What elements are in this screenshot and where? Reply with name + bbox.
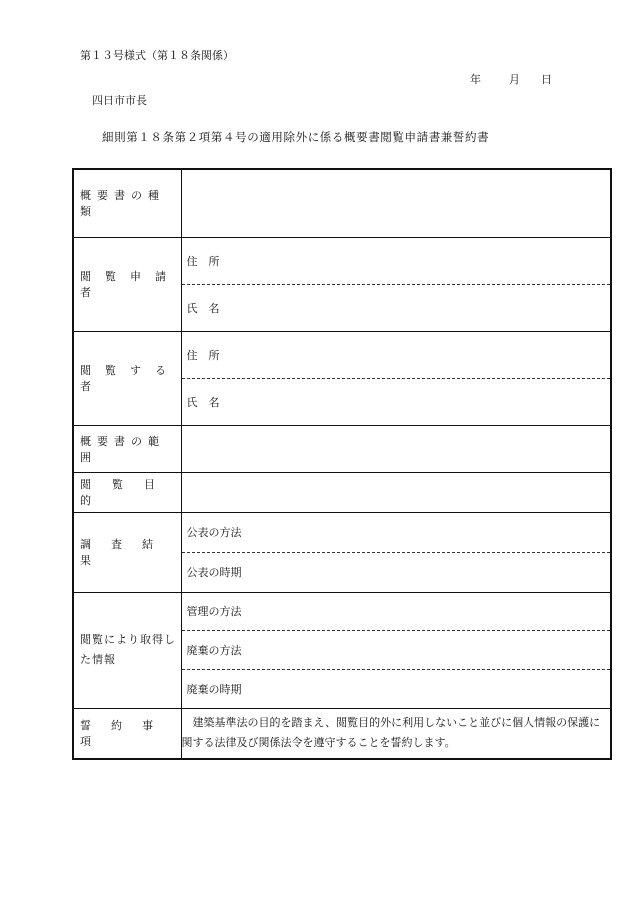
- applicant-address-label: 住 所: [186, 254, 220, 268]
- row-viewer-address: [73, 331, 611, 378]
- row-purpose: [73, 472, 611, 512]
- info-label: 閲覧により取得した情報: [73, 592, 181, 708]
- info-disposal-method-label: 廃棄の方法: [186, 643, 242, 657]
- overview-scope-field[interactable]: [181, 425, 611, 472]
- row-overview-type: [73, 169, 611, 237]
- info-disposal-timing-label: 廃棄の時期: [186, 682, 242, 696]
- addressee: 四日市市長: [92, 94, 147, 107]
- overview-type-label: 概要書の種類: [73, 169, 181, 237]
- info-disposal-method-field[interactable]: [181, 630, 611, 669]
- application-form-table: [72, 168, 612, 760]
- row-overview-scope: [73, 425, 611, 472]
- survey-method-label: 公表の方法: [186, 526, 242, 539]
- info-management-label: 管理の方法: [186, 605, 242, 618]
- viewer-name-field[interactable]: [181, 378, 611, 425]
- date-day-label: 日: [541, 73, 552, 86]
- info-management-field[interactable]: [181, 592, 611, 630]
- applicant-label: 閲覧申請者: [73, 237, 181, 331]
- overview-scope-label: 概要書の範囲: [73, 425, 181, 472]
- viewer-name-label: 氏 名: [186, 395, 220, 409]
- overview-type-field[interactable]: [181, 169, 611, 237]
- purpose-field[interactable]: [181, 472, 611, 512]
- survey-timing-field[interactable]: [181, 552, 611, 592]
- row-info-management: [73, 592, 611, 630]
- viewer-label: 閲覧する者: [73, 331, 181, 425]
- form-number: 第１３号様式（第１８条関係）: [80, 49, 234, 62]
- date-year-label: 年: [470, 73, 481, 86]
- pledge-label: 誓約事項: [73, 708, 181, 759]
- pledge-text: 建築基準法の目的を踏まえ、閲覧目的外に利用しないこと並びに個人情報の保護に関する法律及び関係法令を遵守することを誓約します。: [181, 708, 611, 759]
- applicant-name-label: 氏 名: [186, 301, 220, 315]
- row-applicant-address: [73, 237, 611, 284]
- row-pledge: [73, 708, 611, 759]
- purpose-label: 閲覧目的: [73, 472, 181, 512]
- survey-method-field[interactable]: [181, 512, 611, 552]
- date-month-label: 月: [509, 73, 520, 86]
- survey-label: 調査結果: [73, 512, 181, 592]
- viewer-address-label: 住 所: [186, 348, 220, 362]
- row-survey-method: [73, 512, 611, 552]
- applicant-name-field[interactable]: [181, 284, 611, 331]
- applicant-address-field[interactable]: [181, 237, 611, 284]
- viewer-address-field[interactable]: [181, 331, 611, 378]
- survey-timing-label: 公表の時期: [186, 566, 242, 579]
- info-disposal-timing-field[interactable]: [181, 669, 611, 708]
- document-title: 細則第１８条第２項第４号の適用除外に係る概要書閲覧申請書兼誓約書: [102, 130, 490, 144]
